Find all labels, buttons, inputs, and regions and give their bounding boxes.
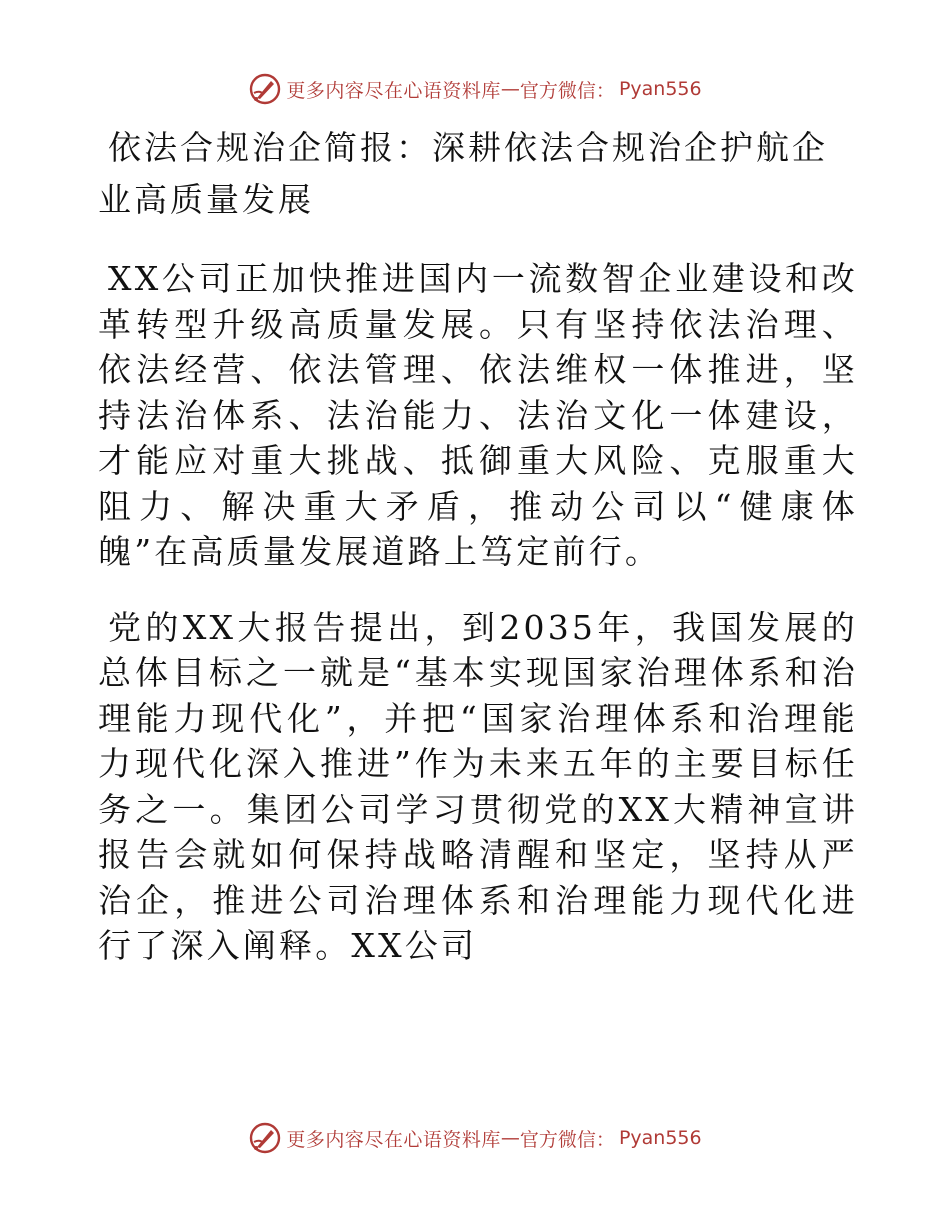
paragraph-2: 党的XX大报告提出，到2035年，我国发展的总体目标之一就是“基本实现国家治理体系和治理能力现代化”，并把“国家治理体系和治理能力现代化深入推进”作为未来五年的主要目标任务之一。集团公司学习贯彻党的XX大精神宣讲报告会就如何保持战略清醒和坚定，坚持从严治企，推进公司治理体系和治理能力现代化进行了深入阐释。XX公司 xyxy=(98,607,858,965)
watermark-text: 更多内容尽在心语资料库 xyxy=(286,1128,501,1151)
paragraph-1: XX公司正加快推进国内一流数智企业建设和改革转型升级高质量发展。只有坚持依法治理、依法经营、依法管理、依法维权一体推进，坚持法治体系、法治能力、法治文化一体建设，才能应对重大挑战、抵御重大风险、克服重大阻力、解决重大矛盾，推动公司以“健康体魄”在高质量发展道路上笃定前行。 xyxy=(98,259,858,571)
watermark-text: 更多内容尽在心语资料库 xyxy=(286,79,501,102)
wechat-id: Pyan556 xyxy=(618,1127,702,1149)
footer-watermark xyxy=(0,1121,950,1155)
header-watermark xyxy=(0,72,950,106)
quill-logo-icon xyxy=(248,72,282,106)
quill-logo-icon xyxy=(248,1121,282,1155)
watermark-separator: — xyxy=(500,78,520,100)
wechat-id: Pyan556 xyxy=(618,78,702,100)
watermark-separator: — xyxy=(500,1127,520,1149)
document-body xyxy=(98,122,858,969)
wechat-label: 官方微信： xyxy=(519,1128,615,1151)
document-title: 依法合规治企简报：深耕依法合规治企护航企业高质量发展 xyxy=(98,128,828,219)
wechat-label: 官方微信： xyxy=(519,79,615,102)
